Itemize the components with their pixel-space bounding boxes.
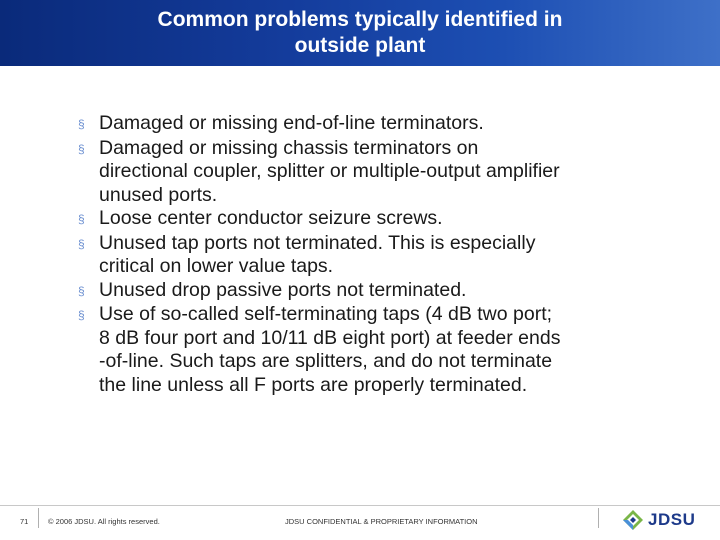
bullet-line: Use of so-called self-terminating taps (4 dB two port; (99, 303, 553, 325)
bullet-line: Loose center conductor seizure screws. (99, 207, 443, 229)
bullet-marker-icon: § (78, 141, 85, 156)
bullet-text (99, 279, 698, 303)
bullet-text (99, 207, 698, 231)
bullet-item (78, 232, 698, 279)
copyright-text: © 2006 JDSU. All rights reserved. (48, 517, 160, 526)
bullet-text (99, 112, 698, 136)
bullet-item (78, 207, 698, 232)
bullet-line: critical on lower value taps. (99, 255, 334, 277)
bullet-line: Unused tap ports not terminated. This is especially (99, 231, 536, 254)
title-bar (0, 0, 720, 66)
bullet-item (78, 137, 698, 208)
bullet-line: Damaged or missing chassis terminators on (99, 136, 479, 159)
bullet-marker-icon: § (78, 117, 85, 131)
bullet-marker-icon: § (78, 236, 85, 251)
bullet-line: 8 dB four port and 10/11 dB eight port) at feeder ends (99, 326, 561, 349)
bullet-text (99, 303, 698, 397)
bullet-line: -of-line. Such taps are splitters, and do not terminate (99, 350, 553, 372)
slide-title-line-1: Common problems typically identified in (157, 8, 563, 31)
bullet-line: Damaged or missing end-of-line terminators. (99, 112, 484, 134)
bullet-line: directional coupler, splitter or multiple-output amplifier (99, 160, 560, 182)
jdsu-logo (622, 509, 695, 531)
bullet-line: the line unless all F ports are properly terminated. (99, 373, 528, 396)
bullet-item (78, 279, 698, 304)
jdsu-logo-icon (622, 509, 644, 531)
bullet-marker-icon: § (78, 308, 85, 322)
bullet-line: unused ports. (99, 183, 218, 206)
bullet-item (78, 112, 698, 137)
slide-title-line-2: outside plant (294, 34, 426, 57)
bullet-list (78, 112, 698, 397)
page-number: 71 (20, 517, 29, 526)
confidential-notice: JDSU CONFIDENTIAL & PROPRIETARY INFORMATION (285, 517, 478, 526)
bullet-text (99, 137, 698, 208)
logo-wordmark: JDSU (648, 510, 696, 529)
footer-separator (38, 508, 39, 528)
bullet-item (78, 303, 698, 397)
bullet-marker-icon: § (78, 212, 85, 226)
slide-title (80, 7, 640, 59)
bullet-line: Unused drop passive ports not terminated. (99, 278, 467, 301)
bullet-text (99, 232, 698, 279)
footer-separator (598, 508, 599, 528)
footer-divider (0, 505, 720, 506)
bullet-marker-icon: § (78, 283, 85, 298)
